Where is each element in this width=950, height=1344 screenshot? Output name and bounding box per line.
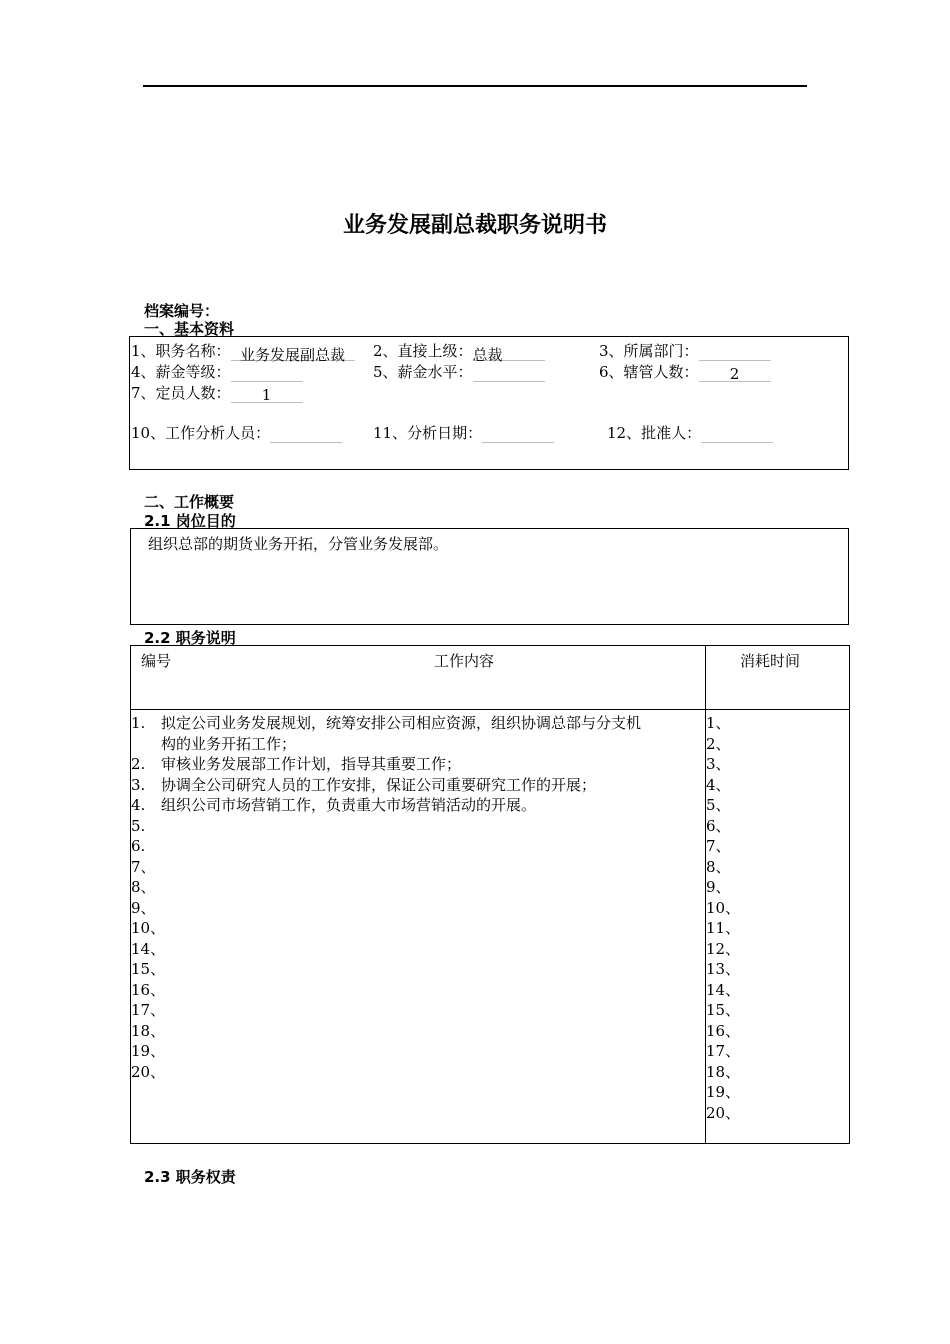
duty-number: 10、	[131, 919, 166, 937]
duty-number: 4.	[131, 796, 146, 814]
duty-text: 审核业务发展部工作计划，指导其重要工作；	[161, 755, 462, 773]
duty-item	[131, 816, 703, 837]
analysis-date-value	[482, 426, 554, 443]
field-analysis-date	[373, 422, 554, 443]
time-number: 1、	[706, 714, 731, 732]
duty-number: 6.	[131, 837, 146, 855]
table-header-divider	[130, 709, 850, 710]
duty-number: 7、	[131, 857, 156, 876]
field-subordinates	[599, 361, 771, 382]
field-label: 1、职务名称：	[131, 342, 231, 360]
field-direct-superior	[373, 340, 545, 364]
time-number: 16、	[706, 1021, 741, 1040]
job-title-value: 业务发展副总裁	[231, 344, 355, 361]
time-number: 13、	[706, 960, 741, 978]
field-salary-level	[373, 361, 545, 382]
duty-number: 20、	[131, 1062, 166, 1081]
duty-item	[131, 836, 703, 857]
field-salary-grade	[131, 361, 303, 382]
header-content: 工作内容	[434, 652, 495, 670]
duty-number: 16、	[131, 980, 166, 999]
header-time: 消耗时间	[740, 652, 801, 670]
duty-text: 拟定公司业务发展规划，统筹安排公司相应资源，组织协调总部与分支机	[161, 714, 642, 732]
field-analyst	[131, 422, 342, 443]
time-number: 5、	[706, 796, 731, 814]
duty-number: 19、	[131, 1042, 166, 1060]
direct-superior-value: 总裁	[473, 344, 545, 361]
duty-item	[131, 918, 703, 939]
time-number: 14、	[706, 980, 741, 999]
headcount-value: 1	[231, 386, 303, 403]
time-number: 17、	[706, 1042, 741, 1060]
time-number: 4、	[706, 775, 731, 794]
section1-heading: 一、基本资料	[144, 320, 235, 338]
duty-number: 1.	[131, 714, 146, 732]
field-job-title	[131, 340, 355, 364]
duty-number: 3.	[131, 775, 146, 794]
field-label: 12、批准人：	[607, 424, 702, 442]
authority-heading: 2.3 职务权责	[144, 1168, 236, 1186]
duty-number: 17、	[131, 1001, 166, 1019]
duty-item	[131, 713, 703, 734]
field-label: 6、辖管人数：	[599, 363, 699, 381]
time-number: 8、	[706, 857, 731, 876]
time-number: 11、	[706, 919, 741, 937]
duty-text: 协调全公司研究人员的工作安排，保证公司重要研究工作的开展；	[161, 775, 597, 794]
time-number: 20、	[706, 1103, 741, 1122]
time-number: 10、	[706, 898, 741, 917]
subordinates-value: 2	[699, 365, 771, 382]
purpose-heading: 2.1 岗位目的	[144, 512, 236, 530]
purpose-text: 组织总部的期货业务开拓，分管业务发展部。	[148, 535, 449, 553]
page-title: 业务发展副总裁职务说明书	[342, 213, 607, 238]
section2-heading: 二、工作概要	[144, 493, 235, 511]
field-label: 3、所属部门：	[599, 342, 699, 360]
duty-item	[131, 959, 703, 980]
duty-item	[131, 877, 703, 898]
department-value	[699, 344, 771, 361]
analyst-value	[270, 426, 342, 443]
duty-number: 18、	[131, 1021, 166, 1040]
duties-heading: 2.2 职务说明	[144, 629, 236, 647]
duty-item	[131, 1021, 703, 1042]
field-approver	[607, 422, 773, 443]
time-number: 9、	[706, 878, 731, 896]
approver-value	[701, 426, 773, 443]
duty-text: 组织公司市场营销工作，负责重大市场营销活动的开展。	[161, 796, 537, 814]
field-label: 11、分析日期：	[373, 424, 483, 442]
field-label: 4、薪金等级：	[131, 363, 231, 381]
duty-number: 8、	[131, 878, 156, 896]
salary-grade-value	[231, 365, 303, 382]
duty-item	[131, 898, 703, 919]
time-number: 18、	[706, 1062, 741, 1081]
field-department	[599, 340, 771, 361]
duty-number: 14、	[131, 939, 166, 958]
header-rule	[143, 85, 807, 87]
duty-number: 9、	[131, 898, 156, 917]
duty-item	[131, 939, 703, 960]
time-number-list	[706, 713, 740, 1123]
time-number: 12、	[706, 939, 741, 958]
archive-number-label: 档案编号：	[144, 302, 220, 320]
duty-item	[131, 1062, 703, 1083]
time-number: 6、	[706, 816, 731, 835]
salary-level-value	[473, 365, 545, 382]
field-headcount	[131, 382, 303, 403]
duty-item	[131, 1041, 703, 1062]
time-number: 19、	[706, 1083, 741, 1101]
duty-item	[131, 857, 703, 878]
duty-number: 5.	[131, 816, 146, 835]
time-number: 15、	[706, 1001, 741, 1019]
duty-number: 15、	[131, 960, 166, 978]
header-number: 编号	[141, 652, 172, 670]
duty-item	[131, 795, 703, 816]
duty-item	[131, 754, 703, 775]
time-number: 3、	[706, 755, 731, 773]
duty-item-continuation: 构的业务开拓工作；	[161, 734, 297, 753]
field-label: 7、定员人数：	[131, 384, 231, 402]
field-label: 10、工作分析人员：	[131, 424, 271, 442]
duty-number: 2.	[131, 755, 146, 773]
field-label: 2、直接上级：	[373, 342, 473, 360]
field-label: 5、薪金水平：	[373, 363, 473, 381]
time-number: 7、	[706, 837, 731, 855]
duty-item	[131, 1000, 703, 1021]
duty-list	[131, 713, 703, 1082]
time-number: 2、	[706, 734, 731, 753]
duty-item	[131, 775, 703, 796]
duty-item	[131, 980, 703, 1001]
